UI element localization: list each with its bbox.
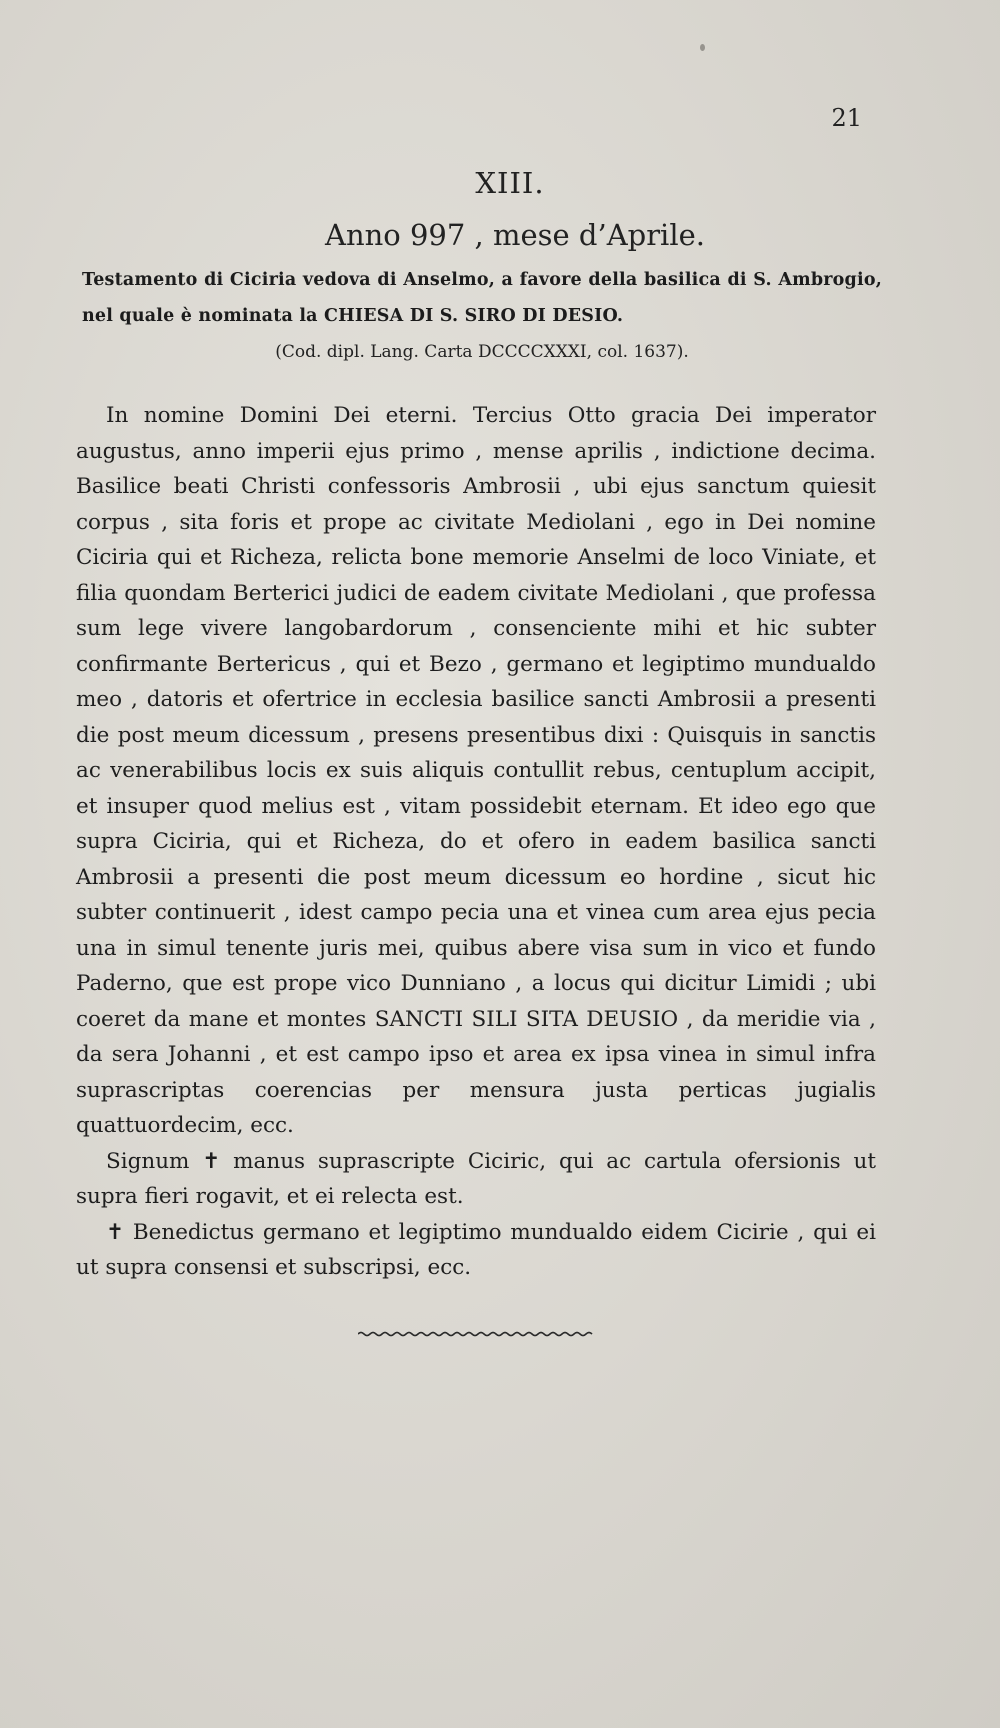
section-number: XIII. [475,166,545,200]
paragraph-subscription: ✝ Benedictus germano et legiptimo mundualdo eidem Cicirie , qui ei ut supra consensi et subscripsi, ecc. [76,1219,876,1280]
wavy-rule-ornament [358,1330,594,1338]
ink-spot [700,44,705,51]
page-number: 21 [831,104,862,132]
source-citation: (Cod. dipl. Lang. Carta DCCCCXXXI, col. 1637). [275,342,689,362]
document-summary: Testamento di Ciciria vedova di Anselmo, a favore della basilica di S. Ambrogio, nel quale è nominata la CHIESA DI S. SIRO DI DESIO. [82,270,882,326]
paragraph-signum: Signum ✝ manus suprascripte Ciciric, qui ac cartula ofersionis ut supra fieri rogavit, et ei relecta est. [76,1148,876,1209]
document-body [76,398,876,1286]
paragraph-main: In nomine Domini Dei eterni. Tercius Otto gracia Dei imperator augustus, anno imperii ejus primo , mense aprilis , indictione decima. Basilice beati Christi confessoris Ambrosii , ubi ejus sanctum quiesit corpus , sita foris et prope ac civitate Mediolani , ego in Dei nomine Ciciria qui et Richeza, relicta bone memorie Anselmi de loco Viniate, et filia quondam Berterici judici de eadem civitate Mediolani , que professa sum lege vivere langobardorum , consenciente mihi et hic subter confirmante Bertericus , qui et Bezo , germano et legiptimo mundualdo meo , datoris et ofertrice in ecclesia basilice sancti Ambrosii a presenti die post meum dicessum , presens presentibus dixi : Quisquis in sanctis ac venerabilibus locis ex suis aliquis contullit rebus, centuplum accipit, et insuper quod melius est , vitam possidebit eternam. Et ideo ego que supra Ciciria, qui et Richeza, do et ofero in eadem basilica sancti Ambrosii a presenti die post meum dicessum eo hordine , sicut hic subter continuerit , idest campo pecia una et vinea cum area ejus pecia una in simul tenente juris mei, quibus abere visa sum in vico et fundo Paderno, que est prope vico Dunniano , a locus qui dicitur Limidi ; ubi coeret da mane et montes SANCTI SILI SITA DEUSIO , da meridie via , da sera Johanni , et est campo ipso et area ex ipsa vinea in simul infra suprascriptas coerencias per mensura justa perticas jugialis quattuordecim, ecc. [76,403,876,1138]
date-heading: Anno 997 , mese d’Aprile. [325,218,705,252]
